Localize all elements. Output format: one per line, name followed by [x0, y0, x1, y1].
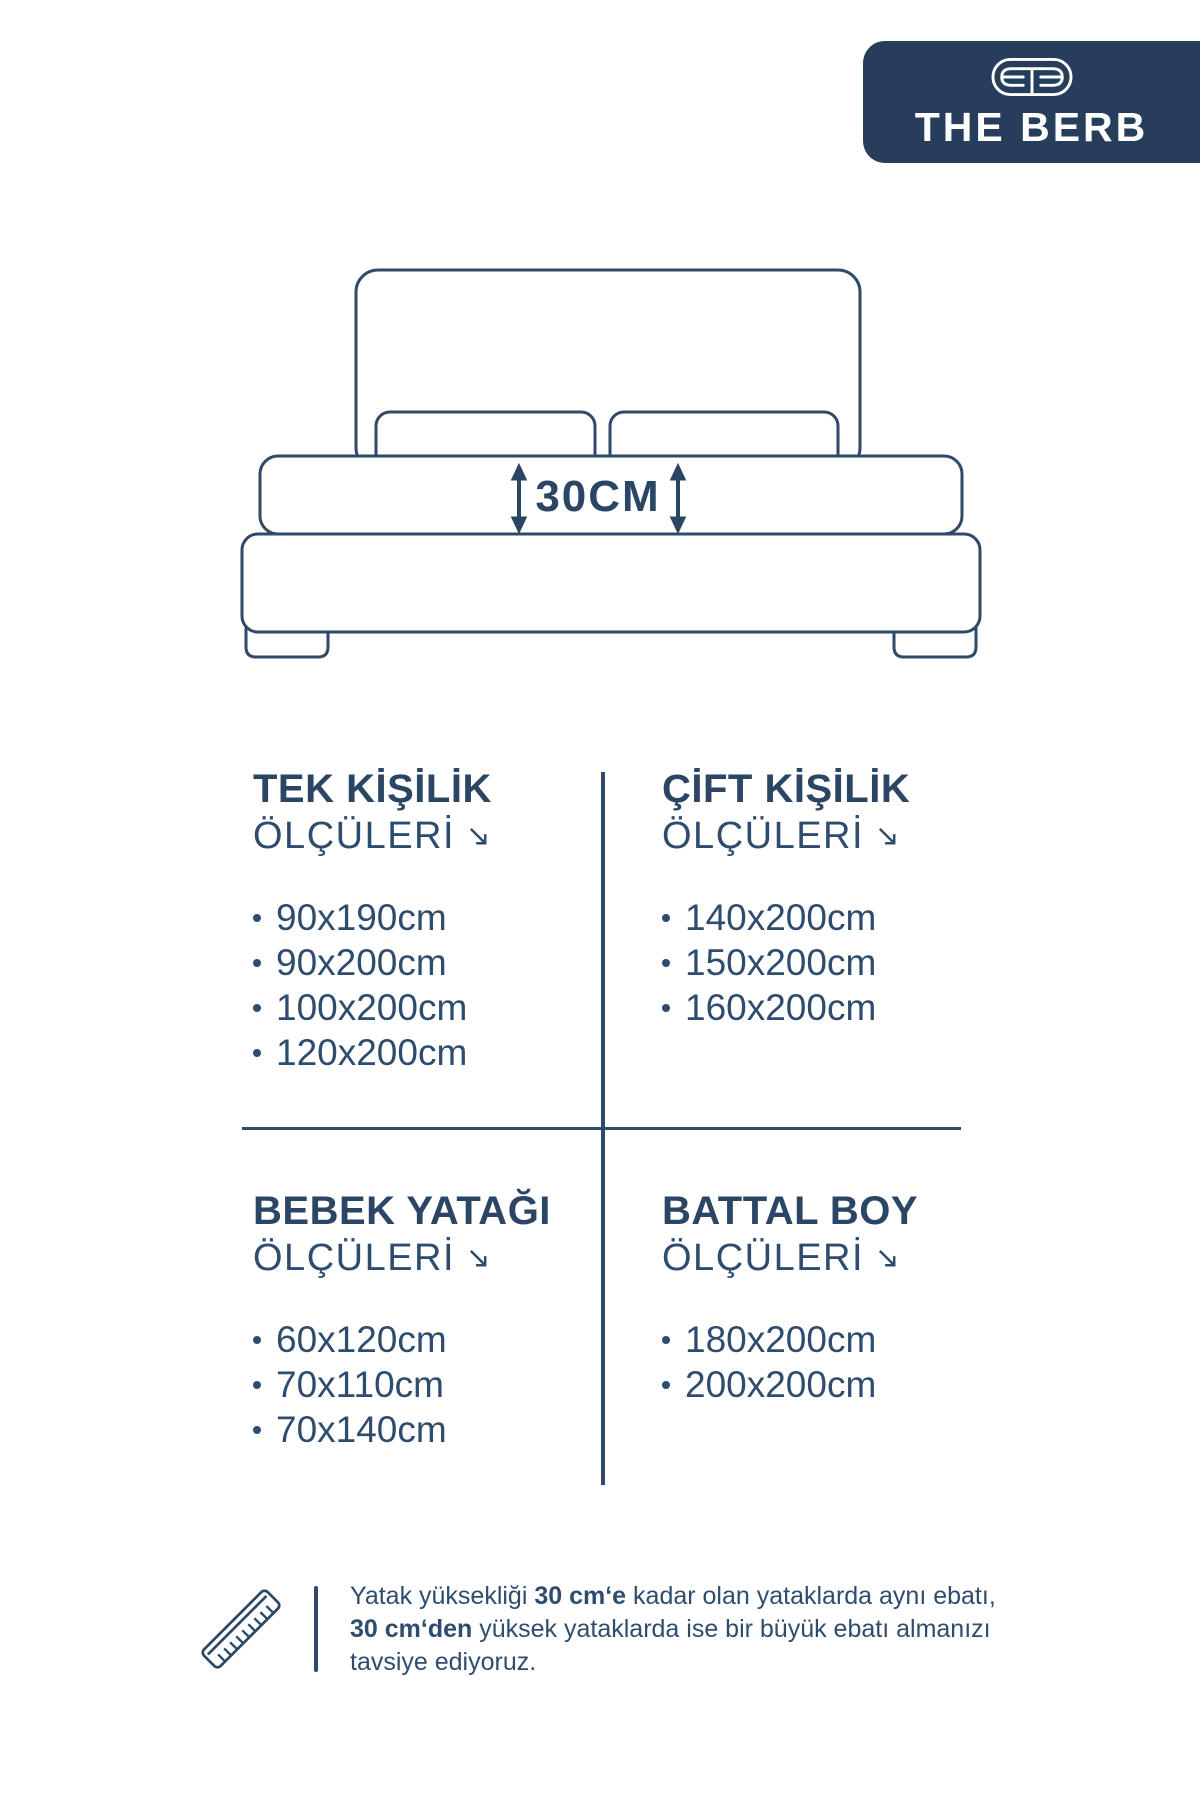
- bullet-dot: [253, 1426, 261, 1434]
- brand-name: THE BERB: [914, 103, 1149, 150]
- ruler-icon: [196, 1583, 286, 1675]
- size-item: 70x140cm: [253, 1407, 593, 1452]
- section-battal-boy: [662, 1187, 1002, 1407]
- footer-separator-bar: [314, 1586, 318, 1672]
- section-title: BEBEK YATAĞI: [253, 1189, 551, 1233]
- section-subtitle: ÖLÇÜLERİ: [253, 815, 456, 857]
- bullet-dot: [662, 914, 670, 922]
- size-list: [253, 895, 593, 1075]
- bullet-dot: [662, 959, 670, 967]
- size-item: 90x200cm: [253, 940, 593, 985]
- size-item: 100x200cm: [253, 985, 593, 1030]
- bullet-dot: [253, 1049, 261, 1057]
- arrow-down-right-icon: [467, 825, 490, 848]
- size-item: 120x200cm: [253, 1030, 593, 1075]
- size-item: 60x120cm: [253, 1317, 593, 1362]
- size-list: [662, 1317, 1002, 1407]
- footer-note-line: 30 cm‘den yüksek yataklarda ise bir büyük ebatı almanızı: [350, 1615, 991, 1643]
- bed-diagram: [0, 0, 1200, 680]
- size-item: 200x200cm: [662, 1362, 1002, 1407]
- section-subtitle: ÖLÇÜLERİ: [662, 1237, 865, 1279]
- size-list: [662, 895, 1002, 1030]
- size-item: 90x190cm: [253, 895, 593, 940]
- bullet-dot: [253, 914, 261, 922]
- size-item: 180x200cm: [662, 1317, 1002, 1362]
- section-subtitle: ÖLÇÜLERİ: [253, 1237, 456, 1279]
- footer-note-line: Yatak yüksekliği 30 cm‘e kadar olan yataklarda aynı ebatı,: [350, 1582, 996, 1610]
- size-item: 160x200cm: [662, 985, 1002, 1030]
- section-title: BATTAL BOY: [662, 1189, 919, 1233]
- section-tek-kisilik: [253, 765, 593, 1075]
- bullet-dot: [253, 959, 261, 967]
- size-item: 140x200cm: [662, 895, 1002, 940]
- arrow-down-right-icon: [876, 1247, 899, 1270]
- bullet-dot: [253, 1004, 261, 1012]
- arrow-down-right-icon: [467, 1247, 490, 1270]
- size-item: 70x110cm: [253, 1362, 593, 1407]
- size-item: 150x200cm: [662, 940, 1002, 985]
- section-title: ÇİFT KİŞİLİK: [662, 767, 911, 811]
- mattress-height-label: 30CM: [535, 472, 661, 521]
- section-bebek-yatagi: [253, 1187, 593, 1452]
- horizontal-divider: [242, 1127, 961, 1130]
- bed-base-shape: [242, 534, 980, 632]
- arrow-down-right-icon: [876, 825, 899, 848]
- footer-note: [350, 1580, 1110, 1679]
- bullet-dot: [662, 1336, 670, 1344]
- bullet-dot: [253, 1336, 261, 1344]
- footer-note-line: tavsiye ediyoruz.: [350, 1648, 537, 1676]
- bullet-dot: [253, 1381, 261, 1389]
- section-subtitle: ÖLÇÜLERİ: [662, 815, 865, 857]
- section-cift-kisilik: [662, 765, 1002, 1030]
- bullet-dot: [662, 1004, 670, 1012]
- size-list: [253, 1317, 593, 1452]
- bullet-dot: [662, 1381, 670, 1389]
- section-title: TEK KİŞİLİK: [253, 767, 492, 811]
